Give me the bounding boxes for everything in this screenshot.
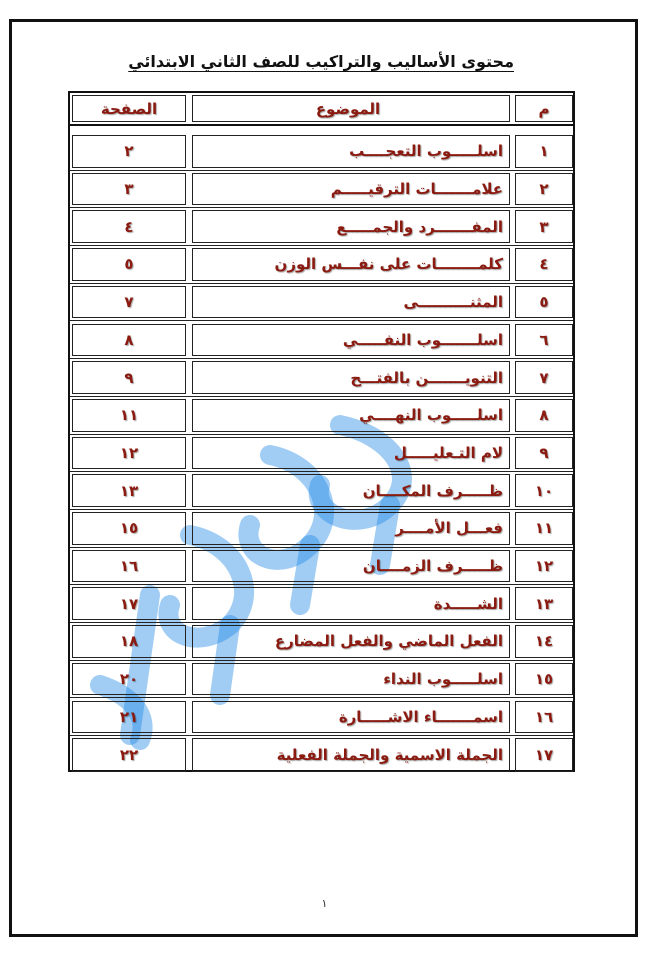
row-num: ١١ <box>515 512 573 545</box>
row-topic: الشـــــدة <box>192 587 510 620</box>
row-page: ٢ <box>72 135 186 168</box>
row-topic: المثنــــــــــى <box>192 286 510 319</box>
contents-table <box>68 91 575 772</box>
row-topic: اسمـــــــاء الاشـــــارة <box>192 701 510 734</box>
table-header-row <box>70 93 573 126</box>
row-page: ٢٠ <box>72 663 186 696</box>
table-row <box>70 548 573 586</box>
header-num: م <box>515 95 573 122</box>
row-num: ٢ <box>515 173 573 206</box>
row-num: ٣ <box>515 210 573 243</box>
row-page: ١٨ <box>72 625 186 658</box>
row-num: ١٥ <box>515 663 573 696</box>
table-row <box>70 510 573 548</box>
row-page: ١٧ <box>72 587 186 620</box>
row-page: ٢٢ <box>72 738 186 772</box>
table-row <box>70 359 573 397</box>
table-row <box>70 397 573 435</box>
row-num: ٧ <box>515 361 573 394</box>
row-page: ١٢ <box>72 437 186 470</box>
row-page: ٤ <box>72 210 186 243</box>
row-topic: اسلـــــــوب النفـــــي <box>192 324 510 357</box>
row-topic: التنويـــــــن بالفتـــح <box>192 361 510 394</box>
row-num: ١ <box>515 135 573 168</box>
row-topic: كلمــــــــات على نفـــس الوزن <box>192 248 510 281</box>
row-num: ١٠ <box>515 474 573 507</box>
row-page: ٣ <box>72 173 186 206</box>
table-row <box>70 472 573 510</box>
row-page: ٧ <box>72 286 186 319</box>
row-num: ١٧ <box>515 738 573 772</box>
page-title: محتوى الأساليب والتراكيب للصف الثاني الابتدائي <box>128 52 514 71</box>
header-page: الصفحة <box>72 95 186 122</box>
row-topic: اسلـــــوب التعجــــب <box>192 135 510 168</box>
row-topic: الفعل الماضي والفعل المضارع <box>192 625 510 658</box>
row-topic: المفـــــــرد والجمـــــع <box>192 210 510 243</box>
row-page: ١٣ <box>72 474 186 507</box>
table-row <box>70 284 573 322</box>
table-row <box>70 246 573 284</box>
row-num: ٩ <box>515 437 573 470</box>
table-row <box>70 736 573 774</box>
row-topic: ظـــــرف الزمــــان <box>192 550 510 583</box>
row-page: ١١ <box>72 399 186 432</box>
row-page: ٥ <box>72 248 186 281</box>
row-page: ٩ <box>72 361 186 394</box>
row-num: ٤ <box>515 248 573 281</box>
row-num: ١٤ <box>515 625 573 658</box>
table-row <box>70 623 573 661</box>
table-row <box>70 133 573 171</box>
table-row <box>70 171 573 209</box>
row-topic: علامـــــــات الترقيـــــم <box>192 173 510 206</box>
row-page: ١٥ <box>72 512 186 545</box>
row-num: ٥ <box>515 286 573 319</box>
table-row <box>70 322 573 360</box>
row-num: ١٣ <box>515 587 573 620</box>
row-topic: اسلـــــوب النداء <box>192 663 510 696</box>
row-page: ٨ <box>72 324 186 357</box>
row-topic: فعـــل الأمــــر <box>192 512 510 545</box>
row-topic: ظـــــرف المكــــان <box>192 474 510 507</box>
header-topic: الموضوع <box>192 95 510 122</box>
table-row <box>70 208 573 246</box>
table-row <box>70 699 573 737</box>
table-row <box>70 435 573 473</box>
row-num: ٦ <box>515 324 573 357</box>
row-topic: لام التـعليـــــل <box>192 437 510 470</box>
table-row <box>70 661 573 699</box>
row-num: ٨ <box>515 399 573 432</box>
row-topic: الجملة الاسمية والجملة الفعلية <box>192 738 510 772</box>
row-num: ١٦ <box>515 701 573 734</box>
row-num: ١٢ <box>515 550 573 583</box>
table-row <box>70 585 573 623</box>
row-page: ١٦ <box>72 550 186 583</box>
row-topic: اسلـــــوب النهــــي <box>192 399 510 432</box>
row-page: ٢١ <box>72 701 186 734</box>
page-number: ١ <box>321 897 328 910</box>
